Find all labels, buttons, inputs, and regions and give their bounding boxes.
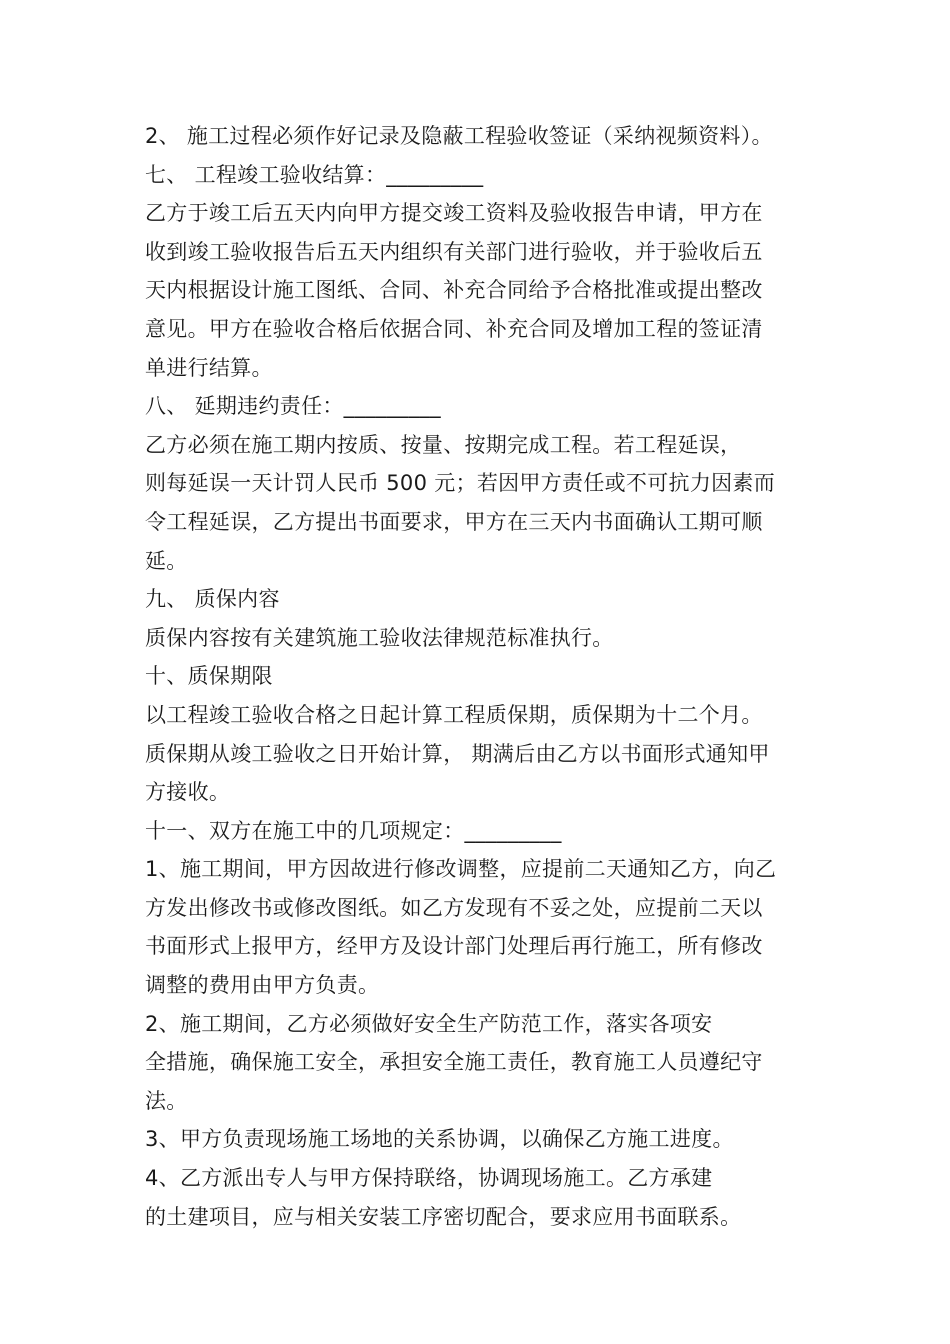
document-line: 书面形式上报甲方，经甲方及设计部门处理后再行施工，所有修改: [145, 934, 763, 959]
document-line: 单进行结算。: [145, 355, 273, 380]
document-line: 意见。甲方在验收合格后依据合同、补充合同及增加工程的签证清: [145, 316, 763, 341]
document-line: 1、施工期间，甲方因故进行修改调整，应提前二天通知乙方，向乙: [145, 857, 777, 882]
document-line: 2、施工期间，乙方必须做好安全生产防范工作，落实各项安: [145, 1011, 713, 1036]
document-line: 乙方于竣工后五天内向甲方提交竣工资料及验收报告申请，甲方在: [145, 201, 763, 226]
document-line: 十一、双方在施工中的几项规定：_________: [145, 818, 562, 843]
document-line: 延。: [145, 548, 188, 573]
document-line: 八、 延期违约责任：_________: [145, 394, 441, 419]
document-line: 以工程竣工验收合格之日起计算工程质保期，质保期为十二个月。: [145, 702, 763, 727]
document-line: 十、质保期限: [145, 664, 273, 689]
document-line: 则每延误一天计罚人民币 500 元；若因甲方责任或不可抗力因素而: [145, 471, 776, 496]
document-line: 4、乙方派出专人与甲方保持联络，协调现场施工。乙方承建: [145, 1166, 713, 1191]
document-line: 七、 工程竣工验收结算：_________: [145, 162, 484, 187]
document-line: 令工程延误，乙方提出书面要求，甲方在三天内书面确认工期可顺: [145, 509, 763, 534]
document-body: [145, 117, 810, 1236]
document-line: 2、 施工过程必须作好记录及隐蔽工程验收签证（采纳视频资料）。: [145, 124, 773, 148]
document-line: 调整的费用由甲方负责。: [145, 973, 380, 998]
document-line: 法。: [145, 1088, 188, 1113]
document-line: 乙方必须在施工期内按质、按量、按期完成工程。若工程延误，: [145, 432, 742, 457]
document-line: 质保期从竣工验收之日开始计算， 期满后由乙方以书面形式通知甲: [145, 741, 770, 766]
document-line: 方接收。: [145, 780, 231, 805]
document-line: 九、 质保内容: [145, 587, 280, 612]
document-line: 天内根据设计施工图纸、合同、补充合同给予合格批准或提出整改: [145, 278, 763, 303]
document-line: 收到竣工验收报告后五天内组织有关部门进行验收，并于验收后五: [145, 239, 763, 264]
document-line: 方发出修改书或修改图纸。如乙方发现有不妥之处，应提前二天以: [145, 895, 763, 920]
document-line: 全措施，确保施工安全，承担安全施工责任，教育施工人员遵纪守: [145, 1050, 763, 1075]
document-line: 质保内容按有关建筑施工验收法律规范标准执行。: [145, 625, 614, 650]
document-line: 的土建项目，应与相关安装工序密切配合，要求应用书面联系。: [145, 1204, 742, 1229]
document-line: 3、甲方负责现场施工场地的关系协调，以确保乙方施工进度。: [145, 1127, 734, 1152]
